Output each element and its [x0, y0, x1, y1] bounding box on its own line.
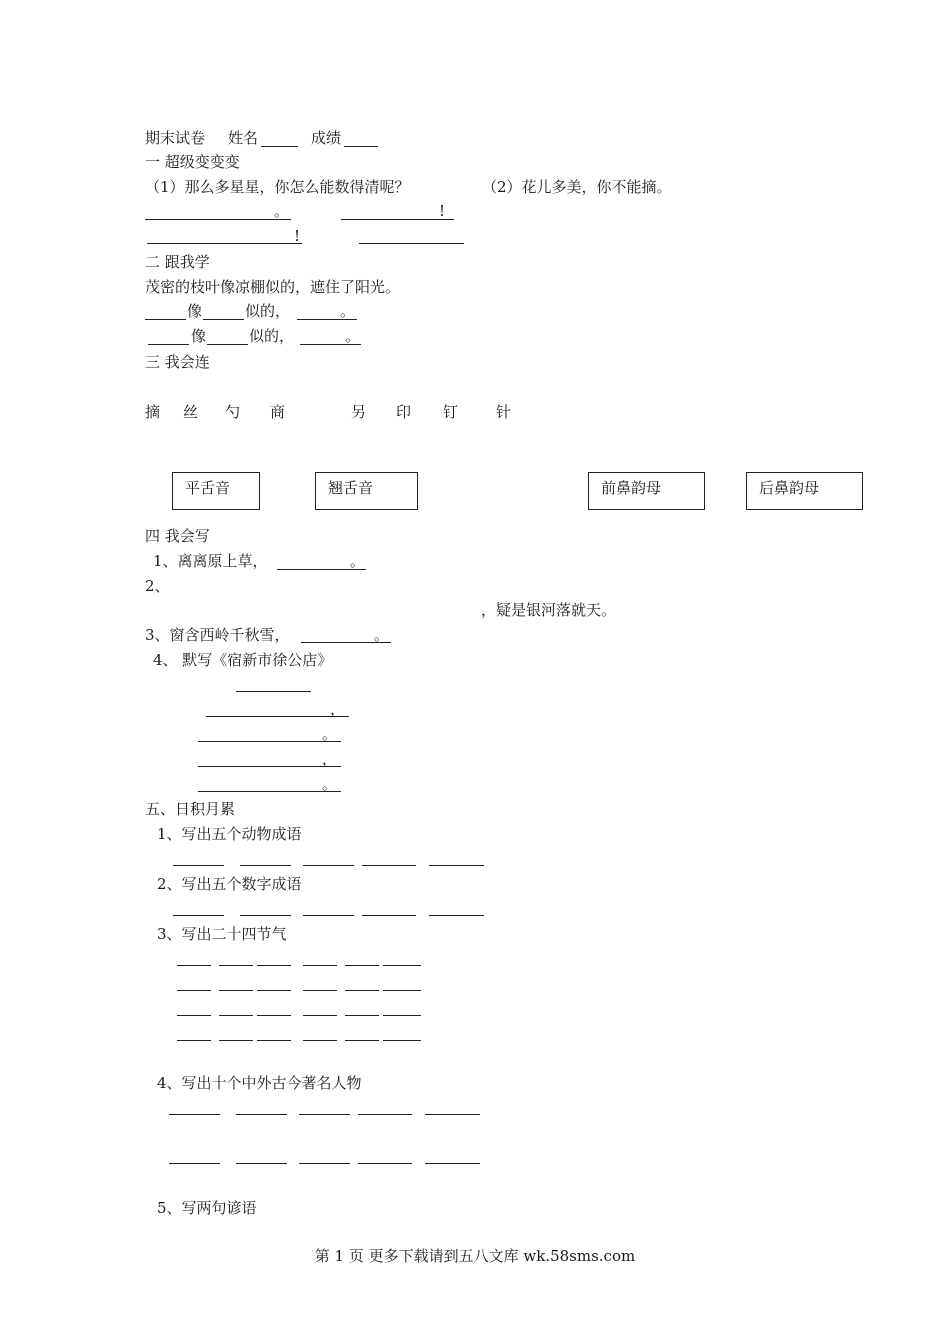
- s4-poem-line-1[interactable]: [206, 716, 349, 717]
- s3-char[interactable]: 勺: [225, 403, 241, 421]
- s4-question-4: 4、 默写《宿新市徐公店》: [153, 651, 333, 669]
- s5-q3-blank[interactable]: [177, 990, 211, 991]
- s2-row1-blank-1[interactable]: [145, 319, 186, 320]
- s5-q3-blank[interactable]: [345, 965, 379, 966]
- s2-row2-period: 。: [345, 327, 361, 345]
- s5-q4-blank[interactable]: [169, 1114, 220, 1115]
- s5-q3-blank[interactable]: [303, 1040, 337, 1041]
- name-blank[interactable]: [261, 146, 298, 147]
- s5-q4-blank[interactable]: [358, 1163, 412, 1164]
- score-blank[interactable]: [344, 146, 378, 147]
- s5-q3-blank[interactable]: [303, 965, 337, 966]
- s5-q3-blank[interactable]: [257, 1040, 291, 1041]
- s4-poem-line-2-period: 。: [322, 725, 338, 743]
- s5-q3-blank[interactable]: [383, 990, 421, 991]
- s4-poem-line-4[interactable]: [198, 791, 341, 792]
- s2-example-sentence: 茂密的枝叶像凉棚似的，遮住了阳光。: [145, 278, 401, 296]
- section-2-title: 二 跟我学: [145, 253, 210, 271]
- s2-row1-period: 。: [340, 302, 356, 320]
- s5-q4-blank[interactable]: [299, 1163, 350, 1164]
- s3-char[interactable]: 另: [351, 403, 367, 421]
- s4-poem-line-2[interactable]: [198, 741, 341, 742]
- s5-q1-blank[interactable]: [173, 865, 224, 866]
- s1-question-1: （1）那么多星星，你怎么能数得清呢？: [145, 178, 410, 196]
- s4-q1-period: 。: [350, 552, 366, 570]
- s5-q3-blank[interactable]: [345, 1015, 379, 1016]
- s1-blank-1[interactable]: [145, 219, 291, 220]
- s4-question-1: 1、离离原上草，: [153, 552, 268, 570]
- s5-q3-blank[interactable]: [345, 1040, 379, 1041]
- s2-row2-blank-2[interactable]: [207, 344, 248, 345]
- s1-blank-3[interactable]: [147, 243, 302, 244]
- s5-q2-blank[interactable]: [303, 915, 354, 916]
- s5-q1-blank[interactable]: [303, 865, 354, 866]
- s3-char[interactable]: 钉: [443, 403, 459, 421]
- s5-q3-blank[interactable]: [303, 1015, 337, 1016]
- s5-q3-blank[interactable]: [257, 1015, 291, 1016]
- s3-box-flat-tongue[interactable]: 平舌音: [172, 472, 260, 510]
- s1-question-2: （2）花儿多美，你不能摘。: [482, 178, 672, 196]
- s5-q3-blank[interactable]: [383, 965, 421, 966]
- s3-box-back-nasal[interactable]: 后鼻韵母: [746, 472, 863, 510]
- s1-blank-4[interactable]: [359, 243, 464, 244]
- s5-q3-blank[interactable]: [219, 1015, 253, 1016]
- section-5-title: 五、日积月累: [145, 800, 236, 818]
- section-4-title: 四 我会写: [145, 527, 210, 545]
- s5-q2-blank[interactable]: [362, 915, 416, 916]
- s5-q3-blank[interactable]: [177, 1015, 211, 1016]
- score-label: 成绩: [311, 129, 342, 147]
- s3-char[interactable]: 印: [396, 403, 412, 421]
- s4-question-2: 2、: [145, 577, 170, 595]
- s4-q3-period: 。: [374, 626, 390, 644]
- s5-q3-blank[interactable]: [383, 1040, 421, 1041]
- s3-char[interactable]: 摘: [145, 403, 161, 421]
- s5-q3-blank[interactable]: [257, 990, 291, 991]
- s3-box-retroflex[interactable]: 翘舌音: [315, 472, 418, 510]
- s1-blank-2[interactable]: [341, 219, 454, 220]
- s2-row1-sidi: 似的，: [245, 302, 291, 320]
- s5-q3-blank[interactable]: [219, 1040, 253, 1041]
- s5-q2-blank[interactable]: [429, 915, 484, 916]
- s1-blank-2-excl: !: [439, 202, 446, 220]
- s5-q3-blank[interactable]: [383, 1015, 421, 1016]
- s3-char[interactable]: 针: [496, 403, 512, 421]
- exam-title: 期末试卷: [145, 129, 206, 147]
- s5-question-2: 2、写出五个数字成语: [157, 875, 302, 893]
- s5-q3-blank[interactable]: [303, 990, 337, 991]
- s5-question-5: 5、写两句谚语: [157, 1199, 257, 1217]
- s5-q4-blank[interactable]: [425, 1163, 480, 1164]
- s4-poem-line-1-comma: ，: [330, 700, 346, 718]
- s5-q3-blank[interactable]: [219, 990, 253, 991]
- s3-box-front-nasal[interactable]: 前鼻韵母: [588, 472, 705, 510]
- s5-q3-blank[interactable]: [257, 965, 291, 966]
- s5-q3-blank[interactable]: [177, 965, 211, 966]
- s1-blank-1-period: 。: [274, 202, 290, 220]
- s4-poem-line-3-comma: ，: [322, 750, 338, 768]
- s2-row1-blank-2[interactable]: [203, 319, 244, 320]
- s5-q3-blank[interactable]: [177, 1040, 211, 1041]
- s5-q3-blank[interactable]: [345, 990, 379, 991]
- section-3-title: 三 我会连: [145, 353, 210, 371]
- s5-q4-blank[interactable]: [299, 1114, 350, 1115]
- s2-row1-xiang: 像: [187, 302, 203, 320]
- s4-poem-line-3[interactable]: [198, 766, 341, 767]
- s4-poem-line-4-period: 。: [322, 775, 338, 793]
- s5-question-4: 4、写出十个中外古今著名人物: [157, 1074, 362, 1092]
- s5-question-3: 3、写出二十四节气: [157, 925, 287, 943]
- s5-q1-blank[interactable]: [240, 865, 291, 866]
- s5-q4-blank[interactable]: [236, 1163, 287, 1164]
- s3-char[interactable]: 丝: [183, 403, 199, 421]
- s5-q4-blank[interactable]: [358, 1114, 412, 1115]
- s5-q3-blank[interactable]: [219, 965, 253, 966]
- s3-char[interactable]: 商: [270, 403, 286, 421]
- s5-q1-blank[interactable]: [362, 865, 416, 866]
- s4-poem-title-blank[interactable]: [236, 691, 311, 692]
- name-label: 姓名: [228, 129, 259, 147]
- s5-q1-blank[interactable]: [429, 865, 484, 866]
- s5-question-1: 1、写出五个动物成语: [157, 825, 302, 843]
- s2-row2-xiang: 像: [191, 327, 207, 345]
- s4-q2-tail: ，疑是银河落就天。: [481, 601, 617, 619]
- page-footer: 第 1 页 更多下载请到五八文库 wk.58sms.com: [314, 1247, 636, 1265]
- s5-q4-blank[interactable]: [169, 1163, 220, 1164]
- s5-q4-blank[interactable]: [425, 1114, 480, 1115]
- s1-blank-3-excl: !: [294, 227, 301, 245]
- s5-q2-blank[interactable]: [173, 915, 224, 916]
- s5-q4-blank[interactable]: [236, 1114, 287, 1115]
- section-1-title: 一 超级变变变: [145, 153, 240, 171]
- s2-row2-sidi: 似的，: [249, 327, 295, 345]
- s2-row2-blank-1[interactable]: [148, 344, 189, 345]
- s5-q2-blank[interactable]: [240, 915, 291, 916]
- s4-question-3: 3、窗含西岭千秋雪，: [145, 626, 290, 644]
